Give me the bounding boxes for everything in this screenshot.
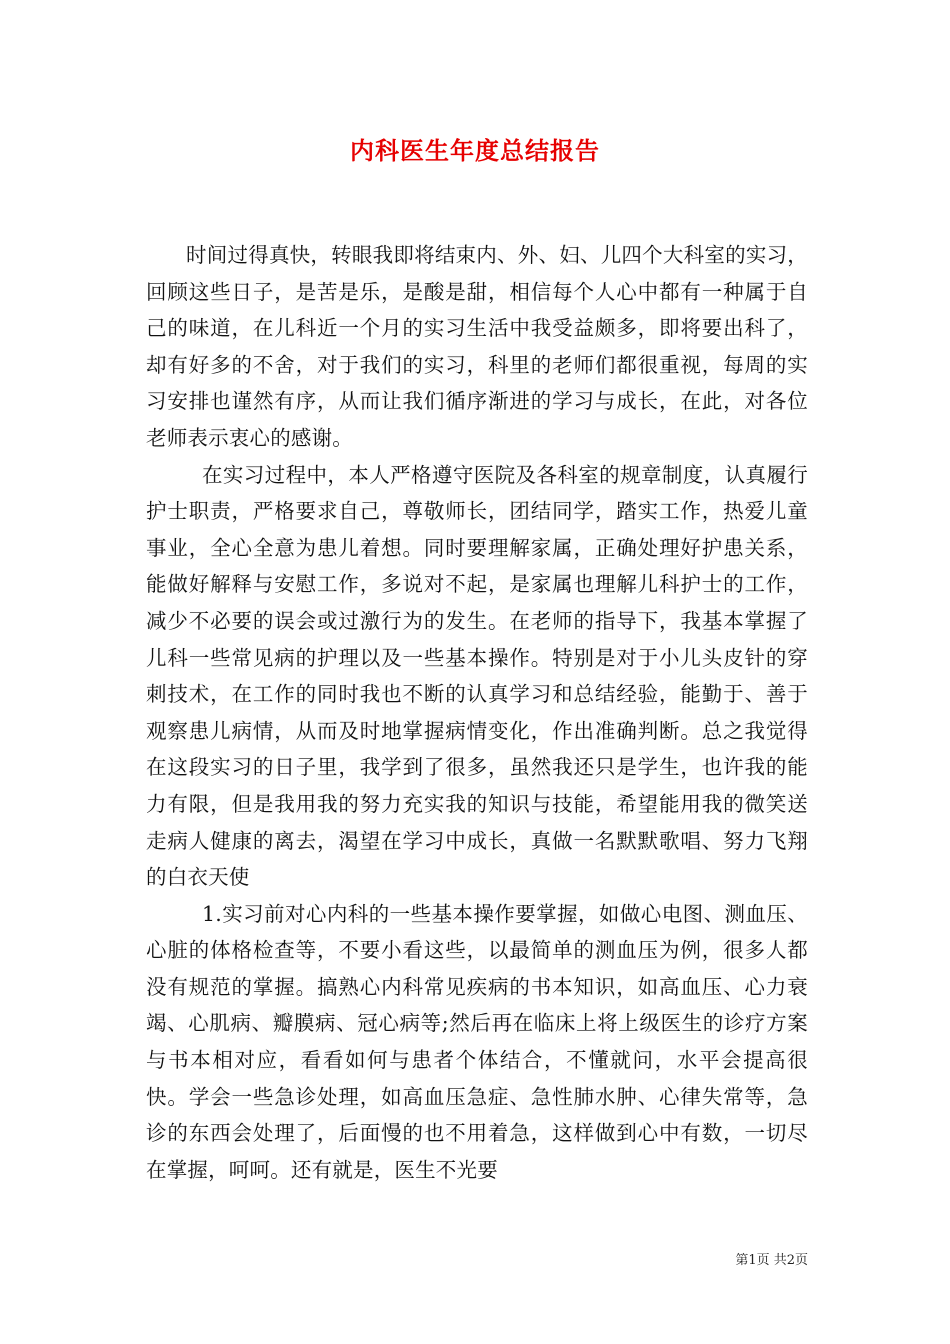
- document-body: [146, 237, 808, 1188]
- paragraph-2: 在实习过程中，本人严格遵守医院及各科室的规章制度，认真履行护士职责，严格要求自己，尊敬师长，团结同学，踏实工作，热爱儿童事业，全心全意为患儿着想。同时要理解家属，正确处理好护患关系，能做好解释与安慰工作，多说对不起，是家属也理解儿科护士的工作，减少不必要的误会或过激行为的发生。在老师的指导下，我基本掌握了儿科一些常见病的护理以及一些基本操作。特别是对于小儿头皮针的穿刺技术，在工作的同时我也不断的认真学习和总结经验，能勤于、善于观察患儿病情，从而及时地掌握病情变化，作出准确判断。总之我觉得在这段实习的日子里，我学到了很多，虽然我还只是学生，也许我的能力有限，但是我用我的努力充实我的知识与技能，希望能用我的微笑送走病人健康的离去，渴望在学习中成长，真做一名默默歌唱、努力飞翔的白衣天使: [146, 462, 808, 890]
- paragraph-1: 时间过得真快，转眼我即将结束内、外、妇、儿四个大科室的实习，回顾这些日子，是苦是乐，是酸是甜，相信每个人心中都有一种属于自己的味道，在儿科近一个月的实习生活中我受益颇多，即将要出科了，却有好多的不舍，对于我们的实习，科里的老师们都很重视，每周的实习安排也谨然有序，从而让我们循序渐进的学习与成长，在此，对各位老师表示衷心的感谢。: [146, 243, 808, 450]
- document-title: 内科医生年度总结报告: [350, 136, 600, 165]
- page-number-footer: 第1页 共2页: [735, 1253, 808, 1268]
- paragraph-3: 1.实习前对心内科的一些基本操作要掌握，如做心电图、测血压、心脏的体格检查等，不要小看这些，以最简单的测血压为例，很多人都没有规范的掌握。搞熟心内科常见疾病的书本知识，如高血压、心力衰竭、心肌病、瓣膜病、冠心病等;然后再在临床上将上级医生的诊疗方案与书本相对应，看看如何与患者个体结合，不懂就问，水平会提高很快。学会一些急诊处理，如高血压急症、急性肺水肿、心律失常等，急诊的东西会处理了，后面慢的也不用着急，这样做到心中有数，一切尽在掌握，呵呵。还有就是，医生不光要: [146, 901, 808, 1182]
